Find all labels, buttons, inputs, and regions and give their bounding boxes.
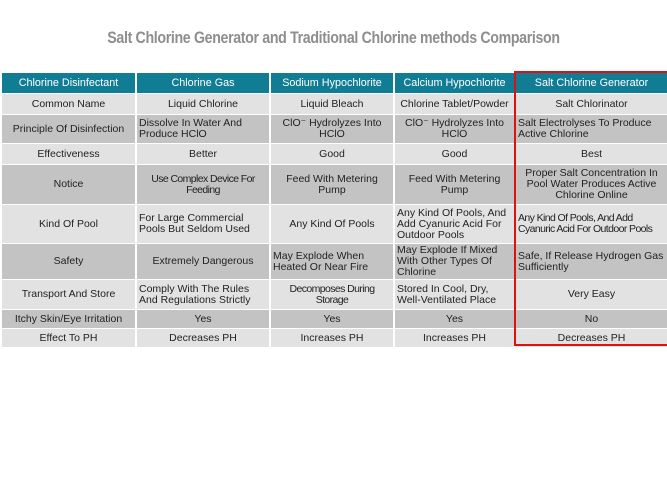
header-sodium-hypochlorite: Sodium Hypochlorite [271,73,393,93]
table-cell: Any Kind Of Pools, And Add Cyanuric Acid For Outdoor Pools [395,205,514,243]
table-row [2,144,667,164]
table-row [2,329,667,347]
table-row [2,205,667,243]
table-cell: Dissolve In Water And Produce HClO [137,115,269,143]
table-cell: Good [395,144,514,164]
table-row [2,280,667,309]
table-row [2,115,667,143]
row-label: Itchy Skin/Eye Irritation [2,310,135,328]
row-label: Transport And Store [2,280,135,309]
table-cell: Better [137,144,269,164]
table-cell: Liquid Chlorine [137,94,269,114]
table-cell: Chlorine Tablet/Powder [395,94,514,114]
table-cell: Yes [137,310,269,328]
row-label: Safety [2,244,135,279]
row-label: Effect To PH [2,329,135,347]
table-cell: Any Kind Of Pools, And Add Cyanuric Acid For Outdoor Pools [516,205,667,243]
row-label: Common Name [2,94,135,114]
table-cell: Yes [271,310,393,328]
table-cell: Decreases PH [516,329,667,347]
table-header-row [2,73,667,93]
table-cell: Good [271,144,393,164]
table-cell: Feed With Metering Pump [271,165,393,204]
row-label: Kind Of Pool [2,205,135,243]
row-label: Principle Of Disinfection [2,115,135,143]
row-label: Notice [2,165,135,204]
table-cell: Salt Electrolyses To Produce Active Chlorine [516,115,667,143]
table-cell: Use Complex Device For Feeding [137,165,269,204]
table-cell: Decomposes During Storage [271,280,393,309]
comparison-table [0,72,667,348]
table-cell: Safe, If Release Hydrogen Gas Sufficiently [516,244,667,279]
table-cell: Feed With Metering Pump [395,165,514,204]
table-cell: Decreases PH [137,329,269,347]
table-row [2,165,667,204]
table-cell: May Explode When Heated Or Near Fire [271,244,393,279]
table-cell: Any Kind Of Pools [271,205,393,243]
header-chlorine-disinfectant: Chlorine Disinfectant [2,73,135,93]
header-calcium-hypochlorite: Calcium Hypochlorite [395,73,514,93]
table-cell: Liquid Bleach [271,94,393,114]
header-salt-chlorine-generator: Salt Chlorine Generator [516,73,667,93]
table-row [2,310,667,328]
table-cell: Comply With The Rules And Regulations Strictly [137,280,269,309]
table-cell: Proper Salt Concentration In Pool Water Produces Active Chlorine Online [516,165,667,204]
table-cell: Stored In Cool, Dry, Well-Ventilated Place [395,280,514,309]
table-row [2,94,667,114]
table-cell: Increases PH [271,329,393,347]
table-cell: For Large Commercial Pools But Seldom Used [137,205,269,243]
table-cell: Increases PH [395,329,514,347]
table-cell: Very Easy [516,280,667,309]
table-cell: May Explode If Mixed With Other Types Of Chlorine [395,244,514,279]
table-cell: No [516,310,667,328]
table-cell: Extremely Dangerous [137,244,269,279]
table-cell: Yes [395,310,514,328]
table-cell: ClO⁻ Hydrolyzes Into HClO [271,115,393,143]
table-cell: Best [516,144,667,164]
page-title: Salt Chlorine Generator and Traditional Chlorine methods Comparison [107,29,560,47]
row-label: Effectiveness [2,144,135,164]
table-cell: Salt Chlorinator [516,94,667,114]
header-chlorine-gas: Chlorine Gas [137,73,269,93]
table-row [2,244,667,279]
table-cell: ClO⁻ Hydrolyzes Into HClO [395,115,514,143]
